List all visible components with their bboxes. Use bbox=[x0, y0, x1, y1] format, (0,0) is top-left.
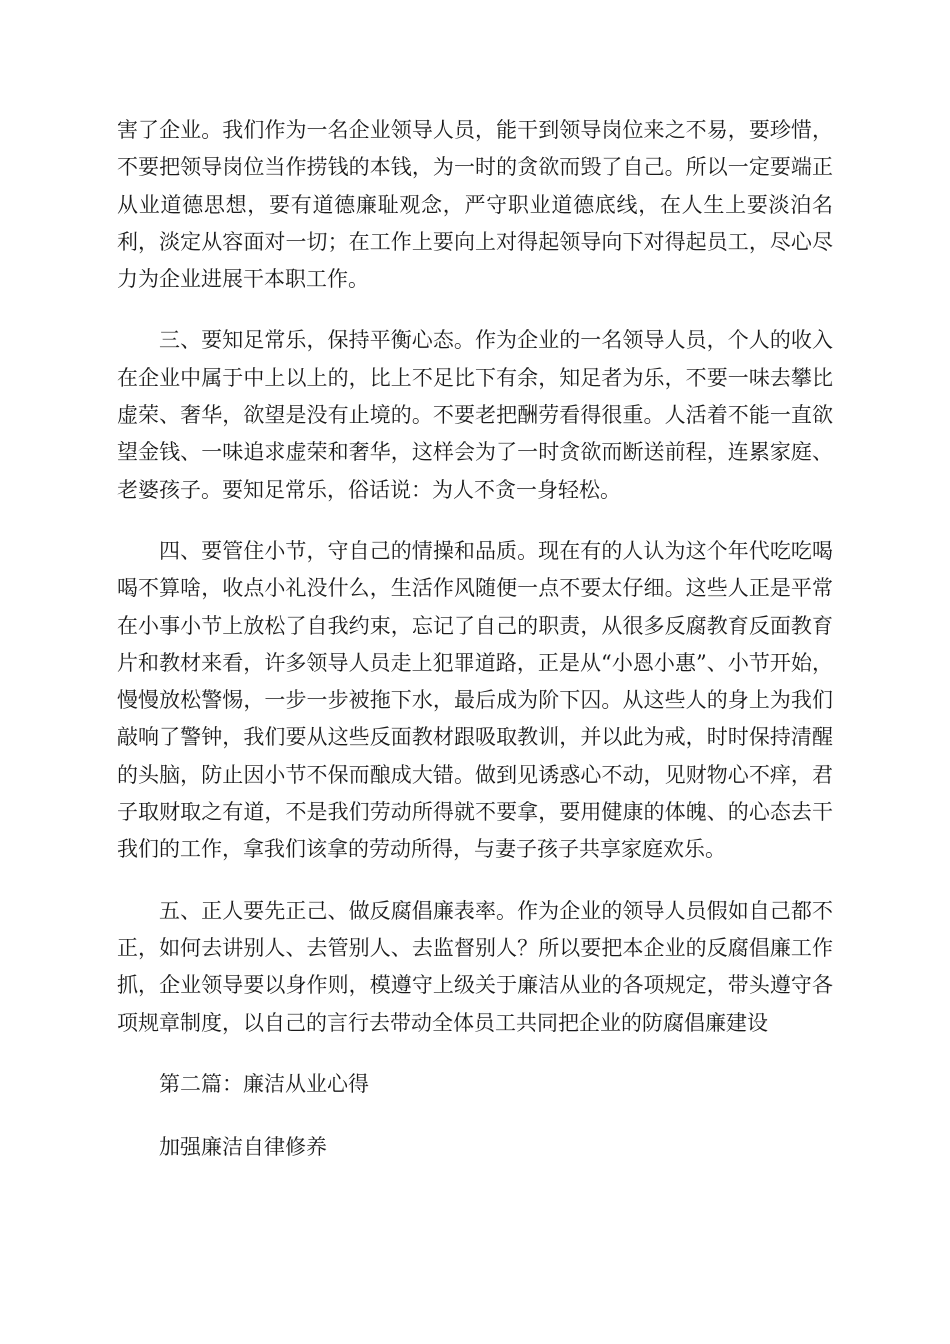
paragraph-point-three: 三、要知足常乐，保持平衡心态。作为企业的一名领导人员，个人的收入在企业中属于中上以上的，比上不足比下有余，知足者为乐，不要一味去攀比虚荣、奢华，欲望是没有止境的。不要老把酬劳看得很重。人活着不能一直欲望金钱、一味追求虚荣和奢华，这样会为了一时贪欲而断送前程，连累家庭、老婆孩子。要知足常乐，俗话说：为人不贪一身轻松。 bbox=[117, 328, 833, 502]
paragraph-point-five: 五、正人要先正己、做反腐倡廉表率。作为企业的领导人员假如自己都不正，如何去讲别人、去管别人、去监督别人？所以要把本企业的反腐倡廉工作抓，企业领导要以身作则，模遵守上级关于廉洁从业的各项规定，带头遵守各项规章制度，以自己的言行去带动全体员工共同把企业的防腐倡廉建设 bbox=[117, 898, 833, 1035]
section-title: 第二篇：廉洁从业心得 bbox=[159, 1071, 369, 1096]
paragraph-point-four: 四、要管住小节，守自己的情操和品质。现在有的人认为这个年代吃吃喝喝不算啥，收点小礼没什么，生活作风随便一点不要太仔细。这些人正是平常在小事小节上放松了自我约束，忘记了自己的职责，从很多反腐教育反面教育片和教材来看，许多领导人员走上犯罪道路，正是从“小恩小惠”、小节开始，慢慢放松警惕，一步一步被拖下水，最后成为阶下囚。从这些人的身上为我们敲响了警钟，我们要从这些反面教材跟吸取教训，并以此为戒，时时保持清醒的头脑，防止因小节不保而酿成大错。做到见诱惑心不动，见财物心不痒，君子取财取之有道，不是我们劳动所得就不要拿，要用健康的体魄、的心态去干我们的工作，拿我们该拿的劳动所得，与妻子孩子共享家庭欢乐。 bbox=[117, 538, 833, 862]
document-page bbox=[117, 112, 833, 1166]
paragraph-continued: 害了企业。我们作为一名企业领导人员，能干到领导岗位来之不易，要珍惜，不要把领导岗位当作捞钱的本钱，为一时的贪欲而毁了自己。所以一定要端正从业道德思想，要有道德廉耻观念，严守职业道德底线，在人生上要淡泊名利，淡定从容面对一切；在工作上要向上对得起领导向下对得起员工，尽心尽力为企业进展干本职工作。 bbox=[117, 118, 833, 292]
section-subtitle: 加强廉洁自律修养 bbox=[159, 1135, 327, 1160]
